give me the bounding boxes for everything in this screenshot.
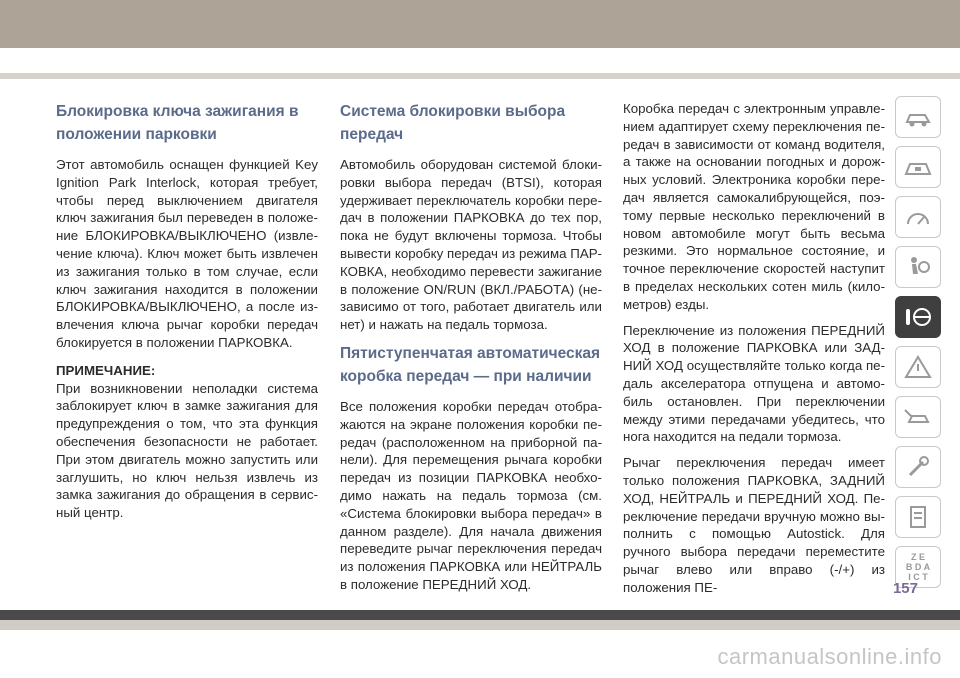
tow-car-icon <box>903 404 933 430</box>
tab-specifications[interactable] <box>895 496 941 538</box>
note-text: При возникновении неполадки система заблокирует ключ в замке зажигания для предупреждения о том, что эта функция обеспечения безопасности не работает. При этом двигатель можно запустить или заглушить, но ключ нельзя извлечь из замка зажигания до обращения в сервис-ный центр. <box>56 380 318 521</box>
footer-rule <box>0 620 960 630</box>
key-steering-icon <box>903 304 933 330</box>
header-band <box>0 0 960 48</box>
airbag-icon <box>903 254 933 280</box>
watermark-text: carmanualsonline.info <box>717 644 942 669</box>
col3-paragraph-3: Рычаг переключения передач имеет только положения ПАРКОВКА, ЗАДНИЙ ХОД, НЕЙТРАЛЬ и ПЕРЕДНИЙ ХОД. Пе-реключение передачи вручную можно вы-полнить с помощью Autostick. Для ручного выбора передачи переместите рычаг влево или вправо (-/+) из положения ПЕ- <box>623 455 885 595</box>
warning-triangle-icon <box>903 354 933 380</box>
watermark <box>0 644 960 670</box>
note-title: ПРИМЕЧАНИЕ: <box>56 362 156 378</box>
header-rule <box>0 73 960 79</box>
col3-paragraph-1: Коробка передач с электронным управле-нием адаптирует схему переключения пе-редач в зависимости от команд водителя, а также на основании погодных и дорож-ных условий. Электроника коробки пере-дач является самокалибрующейся, поэ-тому первые несколько переключений в новом автомобиле могут быть весьма резкими. Это нормальное состояние, и точное переключение скоростей наступит в пределах нескольких сотен миль (кило-метров) езды. <box>623 101 885 312</box>
chapter-tabs <box>895 96 943 596</box>
col3-paragraph-2: Переключение из положения ПЕРЕДНИЙ ХОД в положение ПАРКОВКА или ЗАД-НИЙ ХОД осуществляйте только когда пе-даль акселератора отпущена и автомо-биль остановлен. При переключении между этими передачами убедитесь, что нога находится на педали тормоза. <box>623 322 885 445</box>
section-title-key-lock: Блокировка ключа зажигания в положении парковки <box>56 103 299 143</box>
column-1 <box>56 100 318 530</box>
car-info-icon <box>903 104 933 130</box>
page-number: 157 <box>892 580 918 597</box>
wrench-icon <box>903 454 933 480</box>
key-lock-paragraph: Этот автомобиль оснащен функцией Key Ignition Park Interlock, которая требует, чтобы перед выключением двигателя ключ зажигания был переведен в положе-ние БЛОКИРОВКА/ВЫКЛЮЧЕНО (извле-чение ключа). Ключ может быть извлечен из зажигания только в том случае, если ключ зажигания находится в положении БЛОКИРОВКА/ВЫКЛЮЧЕНО, а после из-влечения ключа рычаг коробки передач блокируется в положении ПАРКОВКА. <box>56 157 318 350</box>
tab-towing[interactable] <box>895 396 941 438</box>
column-2 <box>340 100 602 602</box>
tab-car-interior[interactable] <box>895 146 941 188</box>
btsi-paragraph: Автомобиль оборудован системой блоки-ровки выбора передач (BTSI), которая удерживает переключатель коробки пере-дач в положении ПАРКОВКА до тех пор, пока не будут включены тормоза. Чтобы вывести коробку передач из режима ПАР-КОВКА, необходимо перевести зажигание в положение ON/RUN (ВКЛ./РАБОТА) (не-зависимо от того, работает двигатель или нет) и нажать на педаль тормоза. <box>340 157 602 333</box>
section-title-btsi: Система блокировки выбора передач <box>340 103 566 143</box>
five-speed-paragraph: Все положения коробки передач отобра-жаются на экране положения коробки пе-редач (расположенном на приборной па-нели). Для перемещения рычага коробки передач из позиции ПАРКОВКА необхо-димо нажать на педаль тормоза (см. «Система блокировки выбора передач» в данном разделе). Для начала движения переведите рычаг переключения передач из положения ПАРКОВКА или НЕЙТРАЛЬ в положение ПЕРЕДНИЙ ХОД. <box>340 398 602 592</box>
section-title-five-speed: Пятиступенчатая автоматическая коробка передач — при наличии <box>340 344 601 385</box>
tab-starting-operating[interactable] <box>895 296 941 338</box>
tab-dashboard[interactable] <box>895 196 941 238</box>
tab-emergency[interactable] <box>895 346 941 388</box>
car-interior-icon <box>903 154 933 180</box>
footer-band <box>0 610 960 620</box>
tab-airbag[interactable] <box>895 246 941 288</box>
dashboard-gauge-icon <box>903 204 933 230</box>
spec-sheet-icon <box>903 504 933 530</box>
column-3 <box>623 100 885 605</box>
tab-maintenance[interactable] <box>895 446 941 488</box>
tab-car-info[interactable] <box>895 96 941 138</box>
index-letters-icon: Z E B D A I C T <box>905 552 931 582</box>
